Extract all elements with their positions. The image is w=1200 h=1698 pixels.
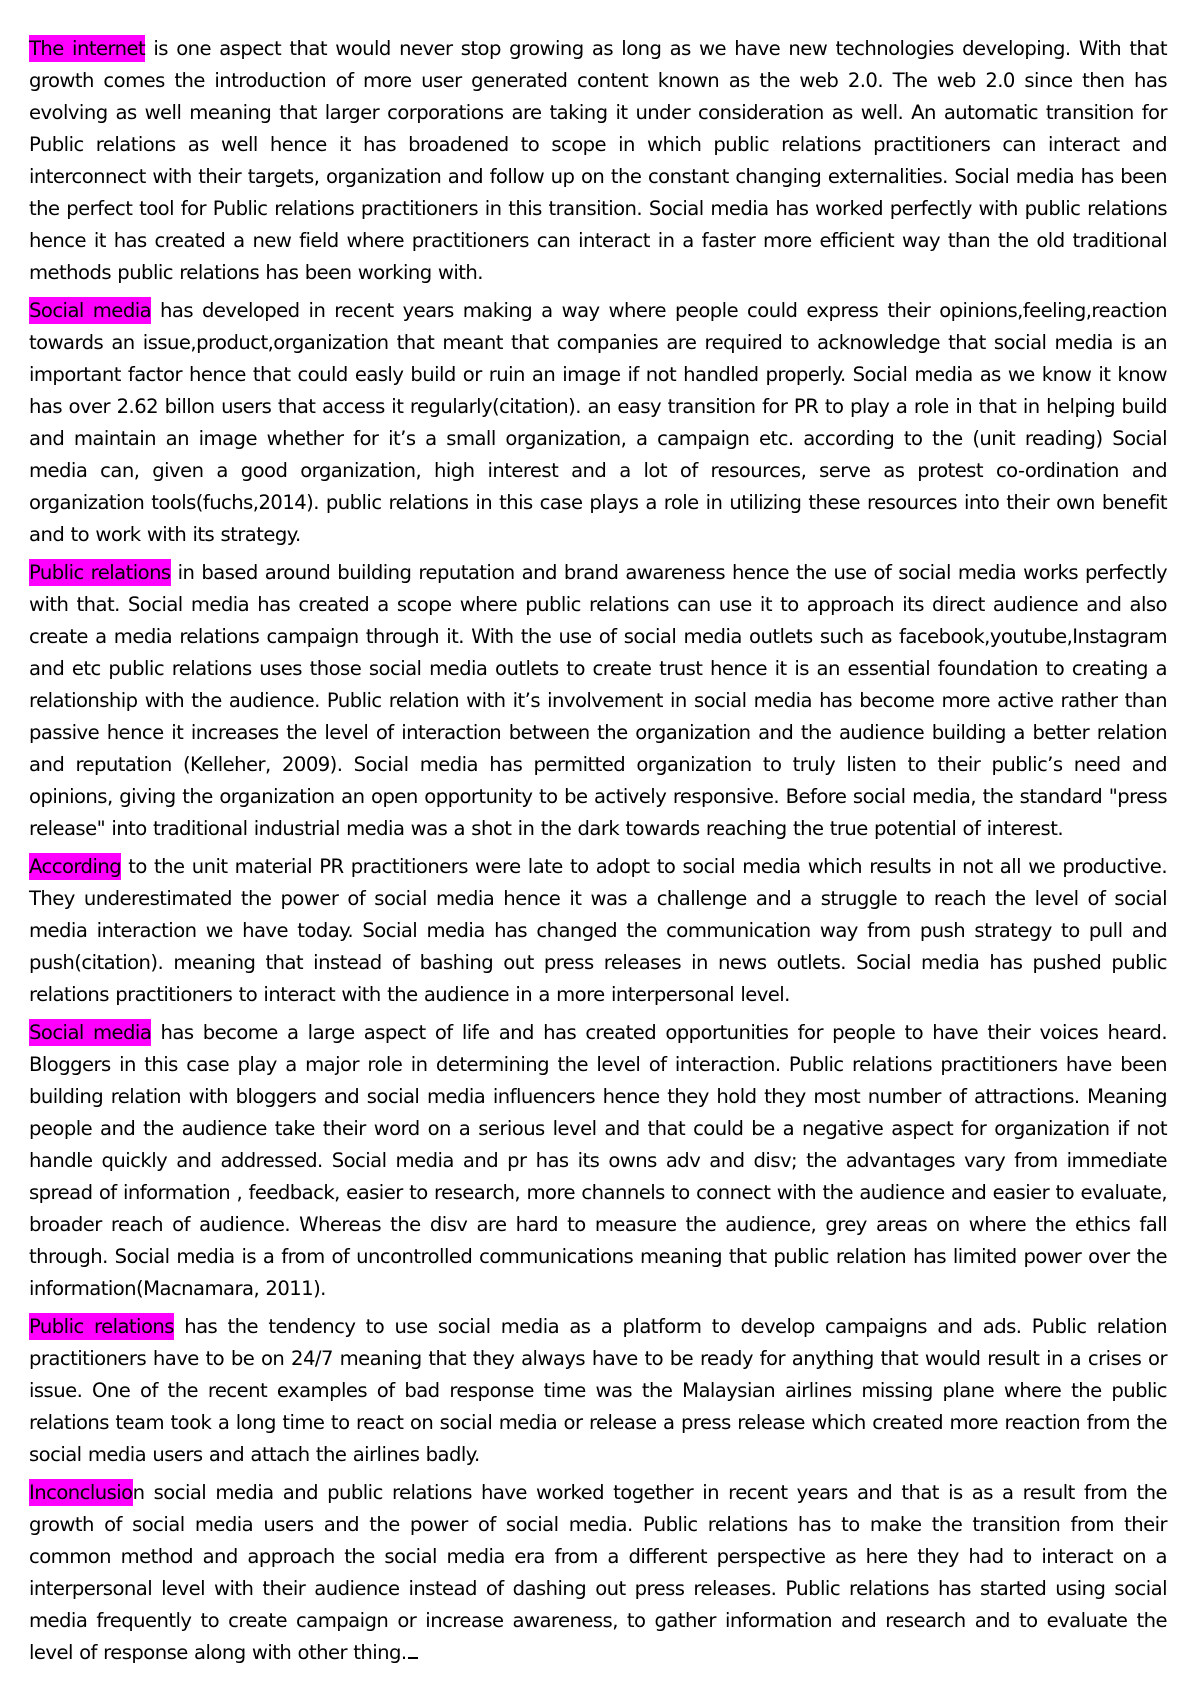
paragraph-body-text: n social media and public relations have worked together in recent years and that is as a result from the growth of social media users and the power of social media. Public relations has to make the transition from their common method and approach the social media era from a different perspective as here they had to interact on a interpersonal level with their audience instead of dashing out press releases. Public relations has started using social media frequently to create campaign or increase awareness, to gather information and research and to evaluate the level of response along with other thing. xyxy=(29,1481,1167,1664)
highlighted-lead-text: Social media xyxy=(29,1021,152,1044)
highlighted-lead-text: The internet xyxy=(29,37,146,60)
paragraph-social-media-development xyxy=(29,295,1167,551)
highlighted-lead-text: Public relations xyxy=(29,561,171,584)
paragraph-body-text: has developed in recent years making a way where people could express their opinions,feeling,reaction towards an issue,product,organization that meant that companies are required to acknowledge that social media is an important factor hence that could easly build or ruin an image if not handled properly. Social media as we know it know has over 2.62 billon users that access it regularly(citation). an easy transition for PR to play a role in that in helping build and maintain an image whether for it’s a small organization, a campaign etc. according to the (unit reading) Social media can, given a good organization, high interest and a lot of resources, serve as protest co-ordination and organization tools(fuchs,2014). public relations in this case plays a role in utilizing these resources into their own benefit and to work with its strategy. xyxy=(29,299,1167,546)
paragraph-public-relations-campaigns xyxy=(29,1311,1167,1471)
paragraph-body-text: in based around building reputation and brand awareness hence the use of social media works perfectly with that. Social media has created a scope where public relations can use it to approach its direct audience and also create a media relations campaign through it. With the use of social media outlets such as facebook,youtube,Instagram and etc public relations uses those social media outlets to create trust hence it is an essential foundation to creating a relationship with the audience. Public relation with it’s involvement in social media has become more active rather than passive hence it increases the level of interaction between the organization and the audience building a better relation and reputation (Kelleher, 2009). Social media has permitted organization to truly listen to their public’s need and opinions, giving the organization an open opportunity to be actively responsive. Before social media, the standard "press release" into traditional industrial media was a shot in the dark towards reaching the true potential of interest. xyxy=(29,561,1168,840)
highlighted-lead-text: According xyxy=(29,855,122,878)
paragraph-public-relations-reputation xyxy=(29,557,1167,845)
paragraph-according-unit-material xyxy=(29,851,1167,1011)
paragraph-body-text: is one aspect that would never stop growing as long as we have new technologies developing. With that growth comes the introduction of more user generated content known as the web 2.0. The web 2.0 since then has evolving as well meaning that larger corporations are taking it under consideration as well. An automatic transition for Public relations as well hence it has broadened to scope in which public relations practitioners can interact and interconnect with their targets, organization and follow up on the constant changing externalities. Social media has been the perfect tool for Public relations practitioners in this transition. Social media has worked perfectly with public relations hence it has created a new field where practitioners can interact in a faster more efficient way than the old traditional methods public relations has been working with. xyxy=(29,37,1167,284)
paragraph-body-text: to the unit material PR practitioners were late to adopt to social media which results in not all we productive. They underestimated the power of social media hence it was a challenge and a struggle to reach the level of social media interaction we have today. Social media has changed the communication way from push strategy to pull and push(citation). meaning that instead of bashing out press releases in news outlets. Social media has pushed public relations practitioners to interact with the audience in a more interpersonal level. xyxy=(29,855,1167,1006)
text-cursor-underline xyxy=(408,1655,418,1659)
highlighted-lead-text: Social media xyxy=(29,299,152,322)
paragraph-body-text: has become a large aspect of life and has created opportunities for people to have their voices heard. Bloggers in this case play a major role in determining the level of interaction. Public relations practitioners have been building relation with bloggers and social media influencers hence they hold they most number of attractions. Meaning people and the audience take their word on a serious level and that could be a negative aspect for organization if not handle quickly and addressed. Social media and pr has its owns adv and disv; the advantages vary from immediate spread of information , feedback, easier to research, more channels to connect with the audience and easier to evaluate, broader reach of audience. Whereas the disv are hard to measure the audience, grey areas on where the ethics fall through. Social media is a from of uncontrolled communications meaning that public relation has limited power over the information(Macnamara, 2011). xyxy=(29,1021,1168,1300)
paragraph-internet xyxy=(29,33,1167,289)
paragraph-social-media-bloggers xyxy=(29,1017,1167,1305)
paragraph-conclusion xyxy=(29,1477,1167,1669)
highlighted-lead-text: Public relations xyxy=(29,1315,174,1338)
paragraph-body-text: has the tendency to use social media as a platform to develop campaigns and ads. Public relation practitioners have to be on 24/7 meaning that they always have to be ready for anything that would result in a crises or issue. One of the recent examples of bad response time was the Malaysian airlines missing plane where the public relations team took a long time to react on social media or release a press release which created more reaction from the social media users and attach the airlines badly. xyxy=(29,1315,1167,1466)
highlighted-lead-text: Inconclusio xyxy=(29,1481,133,1504)
